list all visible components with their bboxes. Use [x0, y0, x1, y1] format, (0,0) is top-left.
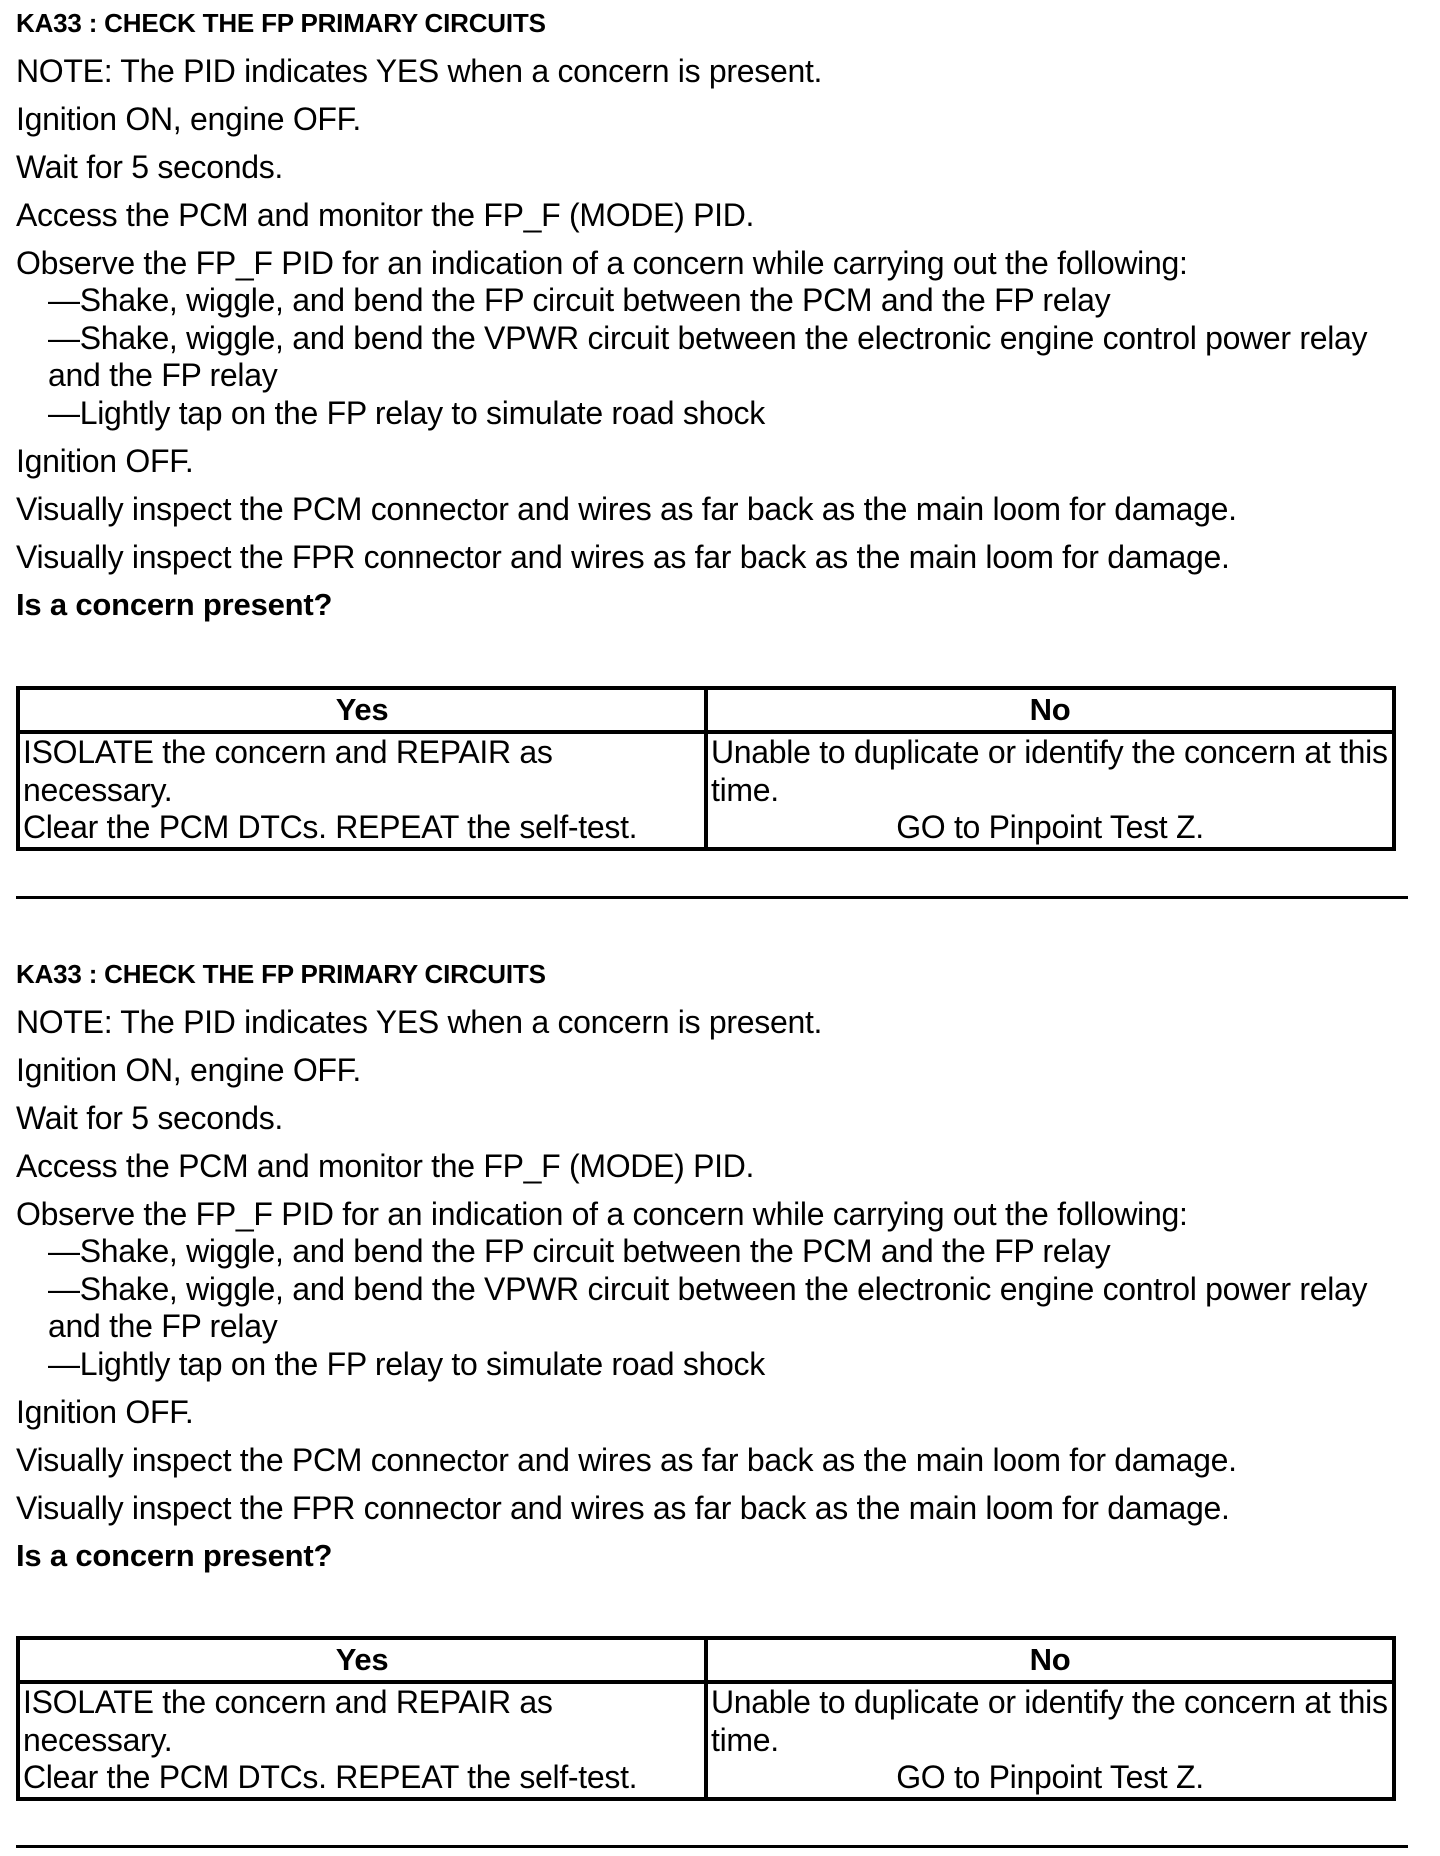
- section-divider: [16, 1845, 1408, 1848]
- instruction-note: NOTE: The PID indicates YES when a concern is present.: [16, 53, 823, 89]
- no-action-goto: GO to Pinpoint Test Z.: [896, 809, 1204, 845]
- sub-step-fp-circuit: —Shake, wiggle, and bend the FP circuit between the PCM and the FP relay: [48, 282, 1111, 318]
- instruction-access-pcm: Access the PCM and monitor the FP_F (MODE) PID.: [16, 197, 755, 233]
- step-instructions: [16, 1003, 1406, 1527]
- instruction-ignition-off: Ignition OFF.: [16, 1394, 194, 1430]
- step-title: KA33 : CHECK THE FP PRIMARY CIRCUITS: [16, 8, 546, 38]
- yes-action-cell: [18, 732, 706, 849]
- no-header: No: [706, 1638, 1394, 1682]
- instruction-inspect-fpr: Visually inspect the FPR connector and wires as far back as the main loom for damage.: [16, 1490, 1230, 1526]
- instruction-access-pcm: Access the PCM and monitor the FP_F (MODE) PID.: [16, 1148, 755, 1184]
- no-action-cell: [706, 1682, 1394, 1799]
- instruction-inspect-fpr: Visually inspect the FPR connector and wires as far back as the main loom for damage.: [16, 539, 1230, 575]
- yes-action-cell: [18, 1682, 706, 1799]
- yes-action-line: ISOLATE the concern and REPAIR as necessary.: [23, 734, 553, 808]
- sub-step-tap-relay: —Lightly tap on the FP relay to simulate road shock: [48, 1345, 765, 1382]
- section-divider: [16, 896, 1408, 899]
- step-instructions: [16, 52, 1406, 576]
- instruction-inspect-pcm: Visually inspect the PCM connector and wires as far back as the main loom for damage.: [16, 491, 1237, 527]
- sub-step-fp-circuit: —Shake, wiggle, and bend the FP circuit between the PCM and the FP relay: [48, 1233, 1111, 1269]
- result-table-1: [16, 686, 1396, 851]
- instruction-ignition-off: Ignition OFF.: [16, 443, 194, 479]
- instruction-ignition-on: Ignition ON, engine OFF.: [16, 1052, 361, 1088]
- instruction-note: NOTE: The PID indicates YES when a concern is present.: [16, 1004, 823, 1040]
- no-action-cell: [706, 732, 1394, 849]
- no-header: No: [706, 688, 1394, 732]
- yes-action-line: ISOLATE the concern and REPAIR as necessary.: [23, 1684, 553, 1758]
- yes-action-line: Clear the PCM DTCs. REPEAT the self-test.: [23, 1759, 638, 1795]
- no-action-line: Unable to duplicate or identify the concern at this time.: [711, 1684, 1388, 1758]
- step-title: KA33 : CHECK THE FP PRIMARY CIRCUITS: [16, 959, 546, 989]
- instruction-observe-pid: Observe the FP_F PID for an indication of a concern while carrying out the following:: [16, 245, 1188, 281]
- no-action-goto: GO to Pinpoint Test Z.: [896, 1759, 1204, 1795]
- sub-step-vpwr-circuit: —Shake, wiggle, and bend the VPWR circuit between the electronic engine control power relay and the FP relay: [48, 1270, 1368, 1344]
- instruction-inspect-pcm: Visually inspect the PCM connector and wires as far back as the main loom for damage.: [16, 1442, 1237, 1478]
- yes-header: Yes: [18, 1638, 706, 1682]
- instruction-wait: Wait for 5 seconds.: [16, 149, 284, 185]
- concern-question: Is a concern present?: [16, 587, 333, 622]
- test-step-section-1: [16, 8, 1406, 624]
- sub-step-tap-relay: —Lightly tap on the FP relay to simulate road shock: [48, 394, 765, 431]
- test-step-section-2: [16, 959, 1406, 1575]
- result-table-2: [16, 1636, 1396, 1801]
- no-action-line: Unable to duplicate or identify the concern at this time.: [711, 734, 1388, 808]
- sub-step-vpwr-circuit: —Shake, wiggle, and bend the VPWR circuit between the electronic engine control power relay and the FP relay: [48, 319, 1368, 393]
- instruction-observe-pid: Observe the FP_F PID for an indication of a concern while carrying out the following:: [16, 1196, 1188, 1232]
- instruction-ignition-on: Ignition ON, engine OFF.: [16, 101, 361, 137]
- yes-action-line: Clear the PCM DTCs. REPEAT the self-test.: [23, 809, 638, 845]
- concern-question: Is a concern present?: [16, 1538, 333, 1573]
- instruction-wait: Wait for 5 seconds.: [16, 1100, 284, 1136]
- yes-header: Yes: [18, 688, 706, 732]
